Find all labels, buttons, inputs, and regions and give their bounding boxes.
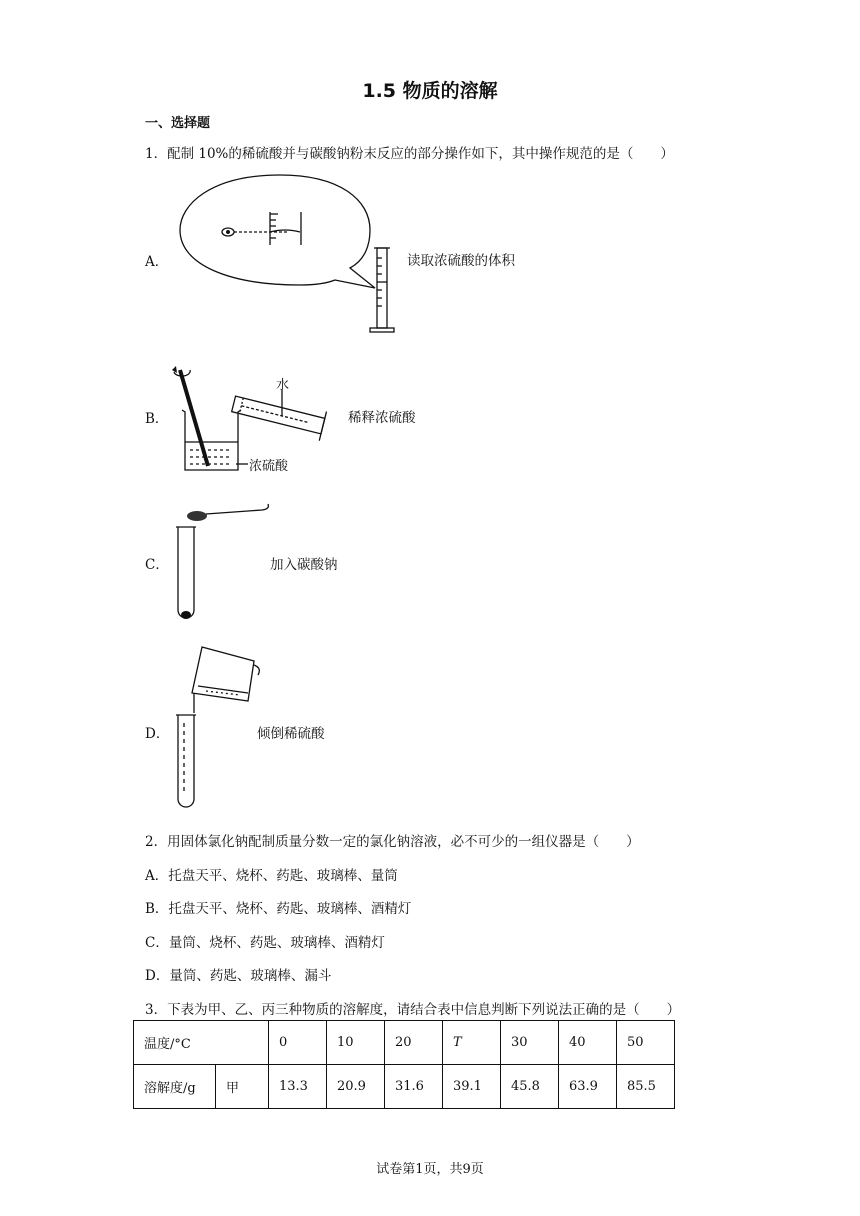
value-cell: 63.9 xyxy=(559,1065,617,1109)
value-cell: 45.8 xyxy=(501,1065,559,1109)
row-solubility-label: 溶解度/g xyxy=(134,1065,216,1109)
q1-option-a-letter: A． xyxy=(145,254,169,270)
q1-option-b-caption: 稀释浓硫酸 xyxy=(348,410,416,426)
value-cell: 31.6 xyxy=(385,1065,443,1109)
label-water: 水 xyxy=(276,378,290,393)
table-row xyxy=(134,1065,675,1109)
page-title: 1.5 物质的溶解 xyxy=(362,80,498,102)
pour-acid-figure xyxy=(170,643,270,818)
q1-option-d-letter: D． xyxy=(145,726,170,742)
q1-option-c-caption: 加入碳酸钠 xyxy=(270,557,338,573)
tilted-cylinder xyxy=(230,389,327,440)
temp-cell: 20 xyxy=(385,1021,443,1065)
substance-label: 甲 xyxy=(216,1065,269,1109)
temp-cell: 0 xyxy=(269,1021,327,1065)
q3-stem: 3．下表为甲、乙、丙三种物质的溶解度，请结合表中信息判断下列说法正确的是（ ） xyxy=(145,1002,681,1018)
q2-option-a: A．托盘天平、烧杯、药匙、玻璃棒、量筒 xyxy=(145,868,398,884)
q2-option-b: B．托盘天平、烧杯、药匙、玻璃棒、酒精灯 xyxy=(145,901,412,917)
temp-cell: T xyxy=(443,1021,501,1065)
q1-option-b-letter: B． xyxy=(145,411,169,427)
value-cell: 13.3 xyxy=(269,1065,327,1109)
q1-stem: 1．配制 10%的稀硫酸并与碳酸钠粉末反应的部分操作如下，其中操作规范的是（ ） xyxy=(145,146,674,162)
beaker xyxy=(182,410,241,470)
temp-cell: 10 xyxy=(327,1021,385,1065)
value-cell: 20.9 xyxy=(327,1065,385,1109)
q2-option-c: C．量筒、烧杯、药匙、玻璃棒、酒精灯 xyxy=(145,935,385,951)
value-cell: 85.5 xyxy=(617,1065,675,1109)
beaker-spout xyxy=(254,665,259,675)
solubility-table xyxy=(133,1020,675,1109)
beaker-liquid-dashes xyxy=(190,450,232,464)
temp-cell: 30 xyxy=(501,1021,559,1065)
beaker-liquid-line xyxy=(198,686,248,693)
q1-option-d-caption: 倾倒稀硫酸 xyxy=(257,726,325,742)
section-heading: 一、选择题 xyxy=(145,116,211,131)
header-temperature-label: 温度/°C xyxy=(134,1021,269,1065)
table-row xyxy=(134,1021,675,1065)
q2-stem: 2．用固体氯化钠配制质量分数一定的氯化钠溶液，必不可少的一组仪器是（ ） xyxy=(145,834,640,850)
test-tube xyxy=(178,715,194,807)
page-footer: 试卷第1页，共9页 xyxy=(376,1162,484,1177)
add-sodium-carbonate-figure xyxy=(170,500,280,630)
spoon-bowl xyxy=(187,511,207,521)
q1-option-c-letter: C． xyxy=(145,557,169,573)
spoon-handle xyxy=(206,504,268,514)
temp-cell: 50 xyxy=(617,1021,675,1065)
glass-rod xyxy=(180,370,208,466)
powder-pile xyxy=(181,611,191,619)
scale-ticks xyxy=(270,214,278,238)
q2-option-d: D．量筒、药匙、玻璃棒、漏斗 xyxy=(145,968,332,984)
label-concentrated-acid: 浓硫酸 xyxy=(249,459,289,474)
test-tube xyxy=(178,527,194,618)
temp-cell: 40 xyxy=(559,1021,617,1065)
cylinder-base xyxy=(370,328,394,332)
q1-option-a-caption: 读取浓硫酸的体积 xyxy=(407,253,515,269)
magnify-bubble xyxy=(180,175,375,288)
eye-pupil xyxy=(226,230,230,234)
measuring-cylinder-reading-figure xyxy=(170,170,410,340)
value-cell: 39.1 xyxy=(443,1065,501,1109)
measuring-cylinder xyxy=(377,248,387,328)
